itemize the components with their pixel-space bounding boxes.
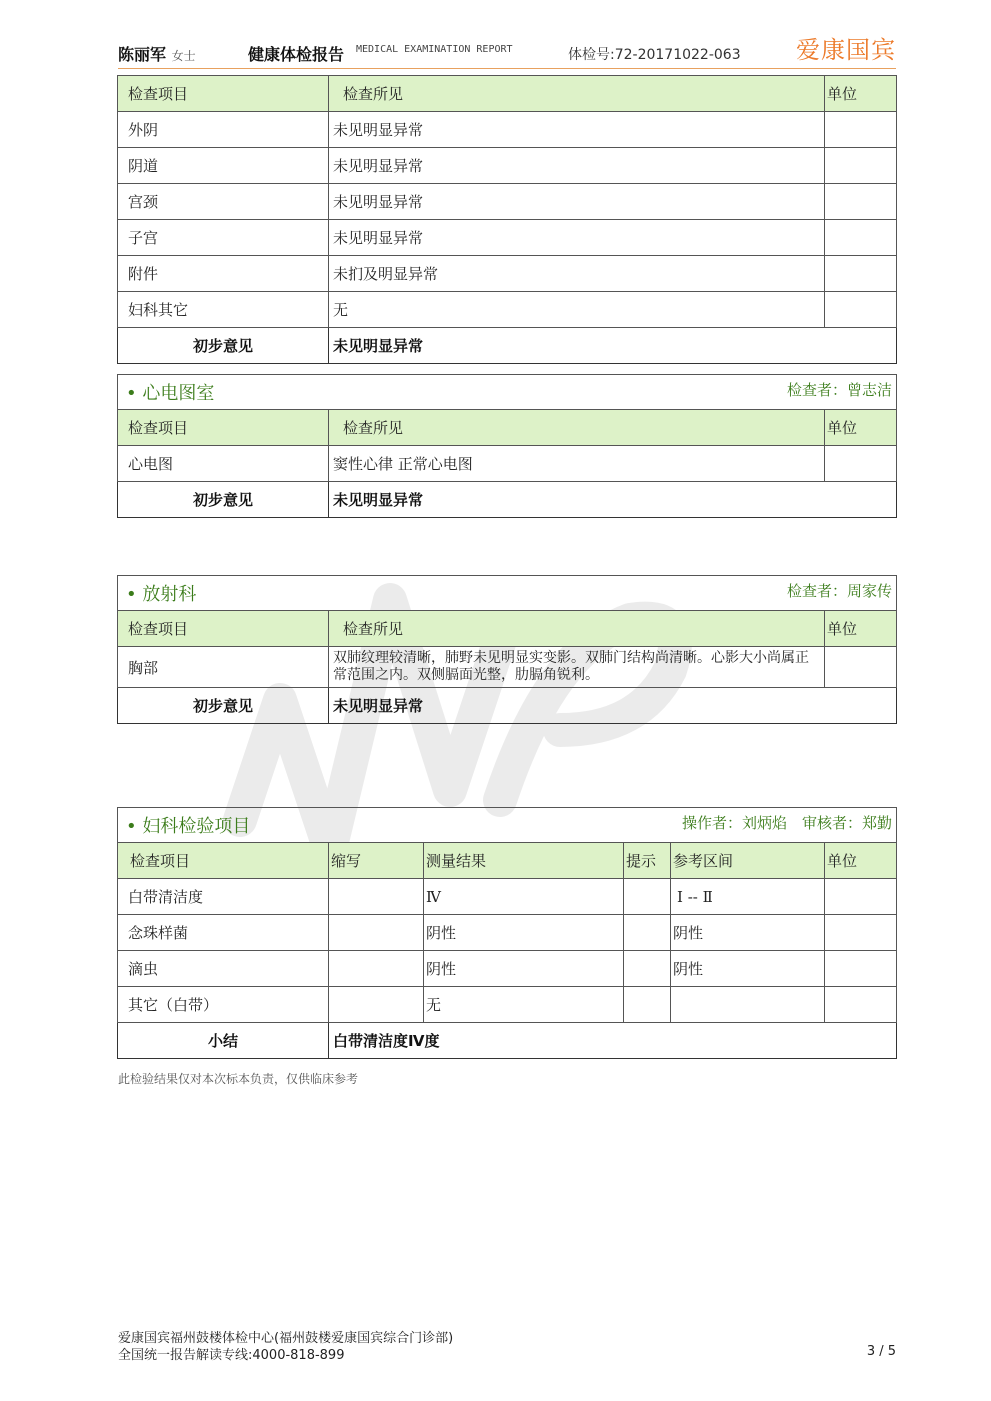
item-result: 阴性 <box>424 951 624 987</box>
section-title: • 妇科检验项目 操作者：刘炳焰 审核者：郑勤 <box>118 808 897 843</box>
item-unit <box>825 220 897 256</box>
item-hint <box>624 951 671 987</box>
col-item: 检查项目 <box>118 843 329 879</box>
brand-logo: 爱康国宾 <box>796 36 896 64</box>
item-finding: 未见明显异常 <box>329 112 825 148</box>
summary-text: 未见明显异常 <box>329 688 897 724</box>
item-result: 无 <box>424 987 624 1023</box>
item-finding: 未见明显异常 <box>329 220 825 256</box>
item-unit <box>825 951 897 987</box>
summary-row <box>118 1023 897 1059</box>
summary-text: 白带清洁度Ⅳ度 <box>329 1023 897 1059</box>
item-abbr <box>329 915 424 951</box>
col-abbr: 缩写 <box>329 843 424 879</box>
col-item: 检查项目 <box>118 76 329 112</box>
item-name: 念珠样菌 <box>118 915 329 951</box>
table-row <box>118 446 897 482</box>
summary-label: 初步意见 <box>118 328 329 364</box>
table-row <box>118 647 897 688</box>
summary-label: 初步意见 <box>118 688 329 724</box>
item-hint <box>624 987 671 1023</box>
section-title: • 心电图室 检查者：曾志洁 <box>118 375 897 410</box>
item-name: 妇科其它 <box>118 292 329 328</box>
item-name: 其它（白带） <box>118 987 329 1023</box>
examiner: 检查者：曾志洁 <box>787 381 893 399</box>
summary-label: 小结 <box>118 1023 329 1059</box>
item-abbr <box>329 987 424 1023</box>
item-finding: 双肺纹理较清晰，肺野未见明显实变影。双肺门结构尚清晰。心影大小尚属正常范围之内。双侧膈面光整，肋膈角锐利。 <box>329 647 825 688</box>
table-row <box>118 879 897 915</box>
col-hint: 提示 <box>624 843 671 879</box>
item-finding: 窦性心律 正常心电图 <box>329 446 825 482</box>
table-header-row <box>118 611 897 647</box>
table-row <box>118 184 897 220</box>
item-abbr <box>329 879 424 915</box>
report-title: 健康体检报告 <box>248 45 345 64</box>
col-item: 检查项目 <box>118 410 329 446</box>
col-finding: 检查所见 <box>329 76 825 112</box>
salutation: 女士 <box>171 49 196 63</box>
item-unit <box>825 915 897 951</box>
ecg-table <box>117 374 897 518</box>
page-header <box>118 28 896 69</box>
item-finding: 未见明显异常 <box>329 148 825 184</box>
item-ref: Ⅰ -- Ⅱ <box>671 879 825 915</box>
section-title-row <box>118 375 897 410</box>
item-finding: 未见明显异常 <box>329 184 825 220</box>
item-ref: 阴性 <box>671 951 825 987</box>
table-row <box>118 112 897 148</box>
table-row <box>118 148 897 184</box>
table-row <box>118 951 897 987</box>
item-name: 宫颈 <box>118 184 329 220</box>
hotline: 全国统一报告解读专线:4000-818-899 <box>118 1348 345 1363</box>
table-row <box>118 292 897 328</box>
item-finding: 无 <box>329 292 825 328</box>
table-header-row <box>118 76 897 112</box>
radiology-table <box>117 575 897 724</box>
page-number: 3 / 5 <box>866 1344 896 1359</box>
operator-reviewer: 操作者：刘炳焰 审核者：郑勤 <box>682 814 893 832</box>
summary-label: 初步意见 <box>118 482 329 518</box>
item-finding: 未扪及明显异常 <box>329 256 825 292</box>
item-unit <box>825 112 897 148</box>
item-unit <box>825 148 897 184</box>
col-item: 检查项目 <box>118 611 329 647</box>
item-name: 心电图 <box>118 446 329 482</box>
item-result: 阴性 <box>424 915 624 951</box>
table-row <box>118 987 897 1023</box>
col-unit: 单位 <box>825 843 897 879</box>
item-name: 胸部 <box>118 647 329 688</box>
item-unit <box>825 879 897 915</box>
section-title-row <box>118 576 897 611</box>
item-name: 子宫 <box>118 220 329 256</box>
item-unit <box>825 184 897 220</box>
summary-row <box>118 688 897 724</box>
item-abbr <box>329 951 424 987</box>
examiner: 检查者：周家传 <box>787 582 893 600</box>
item-ref: 阴性 <box>671 915 825 951</box>
item-unit <box>825 987 897 1023</box>
item-name: 白带清洁度 <box>118 879 329 915</box>
col-result: 测量结果 <box>424 843 624 879</box>
section-title: • 放射科 检查者：周家传 <box>118 576 897 611</box>
item-hint <box>624 879 671 915</box>
item-name: 外阴 <box>118 112 329 148</box>
col-finding: 检查所见 <box>329 410 825 446</box>
disclaimer-note: 此检验结果仅对本次标本负责，仅供临床参考 <box>118 1072 359 1086</box>
page-footer <box>118 1330 453 1364</box>
report-title-en: MEDICAL EXAMINATION REPORT <box>356 44 513 55</box>
center-name: 爱康国宾福州鼓楼体检中心(福州鼓楼爱康国宾综合门诊部) <box>118 1331 454 1346</box>
item-unit <box>825 446 897 482</box>
item-hint <box>624 915 671 951</box>
item-unit <box>825 292 897 328</box>
gyn-lab-table <box>117 807 897 1059</box>
col-finding: 检查所见 <box>329 611 825 647</box>
item-name: 阴道 <box>118 148 329 184</box>
table-header-row <box>118 410 897 446</box>
item-result: Ⅳ <box>424 879 624 915</box>
gyn-exam-table <box>117 75 897 364</box>
table-row <box>118 220 897 256</box>
table-row <box>118 915 897 951</box>
exam-number: 体检号:72-20171022-063 <box>568 47 741 63</box>
summary-row <box>118 482 897 518</box>
item-name: 滴虫 <box>118 951 329 987</box>
summary-row <box>118 328 897 364</box>
table-row <box>118 256 897 292</box>
item-unit <box>825 256 897 292</box>
col-ref: 参考区间 <box>671 843 825 879</box>
summary-text: 未见明显异常 <box>329 482 897 518</box>
patient-name: 陈丽军 女士 <box>118 45 196 64</box>
item-unit <box>825 647 897 688</box>
item-name: 附件 <box>118 256 329 292</box>
col-unit: 单位 <box>825 611 897 647</box>
col-unit: 单位 <box>825 76 897 112</box>
summary-text: 未见明显异常 <box>329 328 897 364</box>
section-title-row <box>118 808 897 843</box>
item-ref <box>671 987 825 1023</box>
col-unit: 单位 <box>825 410 897 446</box>
table-header-row <box>118 843 897 879</box>
